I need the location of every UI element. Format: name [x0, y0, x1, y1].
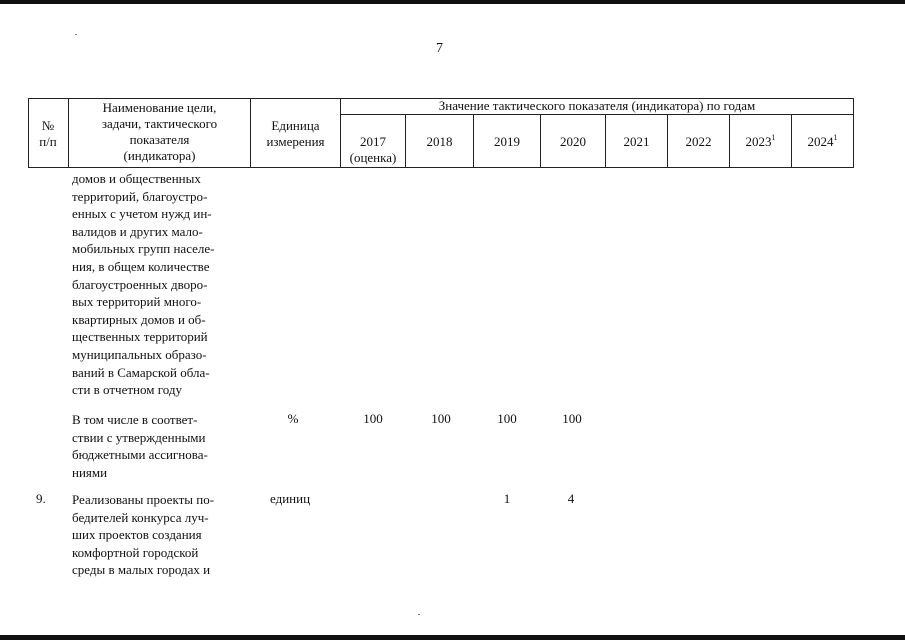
name-line: ствии с утвержденными: [72, 429, 206, 445]
scan-speck: [418, 614, 420, 615]
unit-cell: %: [287, 411, 299, 426]
header-year-label: 2017: [360, 134, 386, 149]
bottom-border: [0, 635, 905, 640]
name-line: ниями: [72, 464, 108, 480]
header-unit-line: Единица: [271, 118, 320, 133]
header-num-line: п/п: [39, 134, 57, 149]
footnote-marker: 1: [771, 133, 776, 142]
header-name-line: задачи, тактического: [101, 116, 218, 131]
header-year-cell: 2022: [685, 134, 712, 149]
name-line: вых территорий много-: [72, 294, 202, 310]
header-unit-cell: [251, 118, 340, 150]
name-line: ших проектов создания: [72, 527, 202, 543]
header-name-line: (индикатора): [123, 148, 196, 163]
header-year-cell: [341, 134, 405, 166]
name-line: В том числе в соответ-: [72, 412, 198, 427]
name-line: комфортной городской: [72, 544, 199, 560]
table-row-name: [72, 411, 248, 481]
header-name-line: Наименование цели,: [102, 100, 217, 115]
name-line: енных с учетом нужд ин-: [72, 206, 212, 222]
row-number: 9.: [36, 491, 46, 506]
value-cell: 1: [503, 491, 511, 506]
group-title-rule: [340, 114, 854, 115]
table-row-name: [72, 170, 248, 399]
name-line: среды в малых городах и: [72, 562, 211, 578]
table-row-name: [72, 491, 248, 579]
name-line: квартирных домов и об-: [72, 311, 206, 327]
footnote-marker: 1: [833, 133, 838, 142]
name-line: щественных территорий: [72, 329, 208, 345]
value-cell: 100: [431, 411, 451, 426]
value-cell: 100: [497, 411, 517, 426]
header-year-note: (оценка): [349, 150, 397, 165]
name-line: Реализованы проекты по-: [72, 492, 215, 507]
header-group-title: Значение тактического показателя (индикатора) по годам: [438, 98, 756, 113]
header-name-line: показателя: [129, 132, 190, 147]
name-line: благоустроенных дворо-: [72, 276, 208, 292]
name-line: сти в отчетном году: [72, 382, 182, 398]
header-year-cell: 2018: [426, 134, 453, 149]
value-cell: 4: [567, 491, 575, 506]
header-num-line: №: [41, 118, 55, 133]
page-number: 7: [436, 41, 443, 56]
scan-speck: [75, 34, 77, 35]
header-year-cell: [792, 134, 853, 150]
name-line: бюджетными ассигнова-: [72, 447, 208, 463]
name-line: домов и общественных: [72, 171, 201, 186]
header-year-label: 2023: [745, 134, 772, 149]
top-border: [0, 0, 905, 4]
name-line: мобильных групп населе-: [72, 241, 215, 257]
unit-cell: единиц: [270, 491, 311, 506]
name-line: муниципальных образо-: [72, 346, 207, 362]
name-line: валидов и других мало-: [72, 223, 203, 239]
header-unit-line: измерения: [266, 134, 325, 149]
value-cell: 100: [562, 411, 582, 426]
header-year-cell: 2019: [494, 134, 520, 149]
header-year-cell: 2021: [623, 134, 650, 149]
header-year-cell: [730, 134, 791, 150]
value-cell: 100: [363, 411, 383, 426]
header-bottom-rule: [28, 167, 854, 168]
table-header: [28, 98, 854, 168]
header-num-cell: [28, 118, 68, 150]
name-line: бедителей конкурса луч-: [72, 509, 209, 525]
header-year-label: 2024: [807, 134, 834, 149]
header-year-cell: 2020: [560, 134, 586, 149]
col-divider: [853, 98, 854, 168]
name-line: ния, в общем количестве: [72, 258, 210, 274]
name-line: ваний в Самарской обла-: [72, 364, 210, 380]
header-name-cell: [69, 100, 250, 164]
name-line: территорий, благоустро-: [72, 188, 208, 204]
